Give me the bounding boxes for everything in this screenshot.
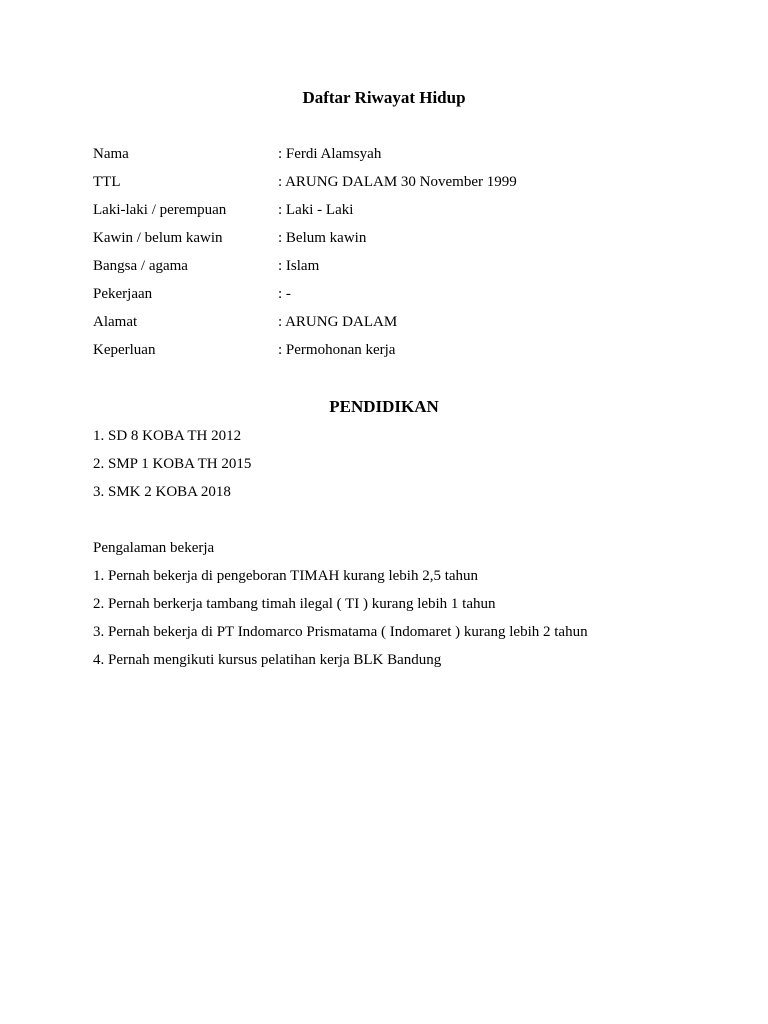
bio-label: Laki-laki / perempuan	[93, 202, 227, 218]
bio-row-ttl	[93, 173, 693, 201]
bio-row-address	[93, 313, 693, 341]
list-item: 3. SMK 2 KOBA 2018	[93, 484, 231, 500]
list-item: 1. Pernah bekerja di pengeboran TIMAH kurang lebih 2,5 tahun	[93, 568, 479, 584]
bio-label: Alamat	[93, 314, 138, 330]
experience-heading: Pengalaman bekerja	[93, 540, 215, 556]
bio-value: : ARUNG DALAM 30 November 1999	[278, 174, 517, 190]
experience-list	[93, 567, 733, 679]
bio-label: TTL	[93, 174, 121, 190]
bio-value: : ARUNG DALAM	[278, 314, 398, 330]
bio-value: : Belum kawin	[278, 230, 367, 246]
list-item: 4. Pernah mengikuti kursus pelatihan kerja BLK Bandung	[93, 652, 442, 668]
bio-label: Kawin / belum kawin	[93, 230, 223, 246]
bio-row-gender	[93, 201, 693, 229]
bio-value: : Permohonan kerja	[278, 342, 396, 358]
experience-section	[93, 539, 733, 679]
bio-value: : Laki - Laki	[278, 202, 354, 218]
list-item: 3. Pernah bekerja di PT Indomarco Prismatama ( Indomaret ) kurang lebih 2 tahun	[93, 624, 588, 640]
list-item: 1. SD 8 KOBA TH 2012	[93, 428, 242, 444]
bio-label: Keperluan	[93, 342, 156, 358]
bio-row-nama	[93, 145, 693, 173]
bio-value: : Ferdi Alamsyah	[278, 146, 382, 162]
bio-row-occupation	[93, 285, 693, 313]
bio-row-purpose	[93, 341, 693, 369]
bio-row-religion	[93, 257, 693, 285]
bio-label: Bangsa / agama	[93, 258, 188, 274]
bio-value: : Islam	[278, 258, 320, 274]
bio-value: : -	[278, 286, 291, 302]
document-title: Daftar Riwayat Hidup	[302, 88, 466, 107]
bio-table	[93, 145, 693, 369]
bio-label: Pekerjaan	[93, 286, 153, 302]
list-item: 2. SMP 1 KOBA TH 2015	[93, 456, 252, 472]
education-list	[93, 427, 693, 511]
education-heading: PENDIDIKAN	[329, 397, 439, 416]
list-item: 2. Pernah berkerja tambang timah ilegal ( TI ) kurang lebih 1 tahun	[93, 596, 496, 612]
bio-label: Nama	[93, 146, 129, 162]
bio-row-marital	[93, 229, 693, 257]
